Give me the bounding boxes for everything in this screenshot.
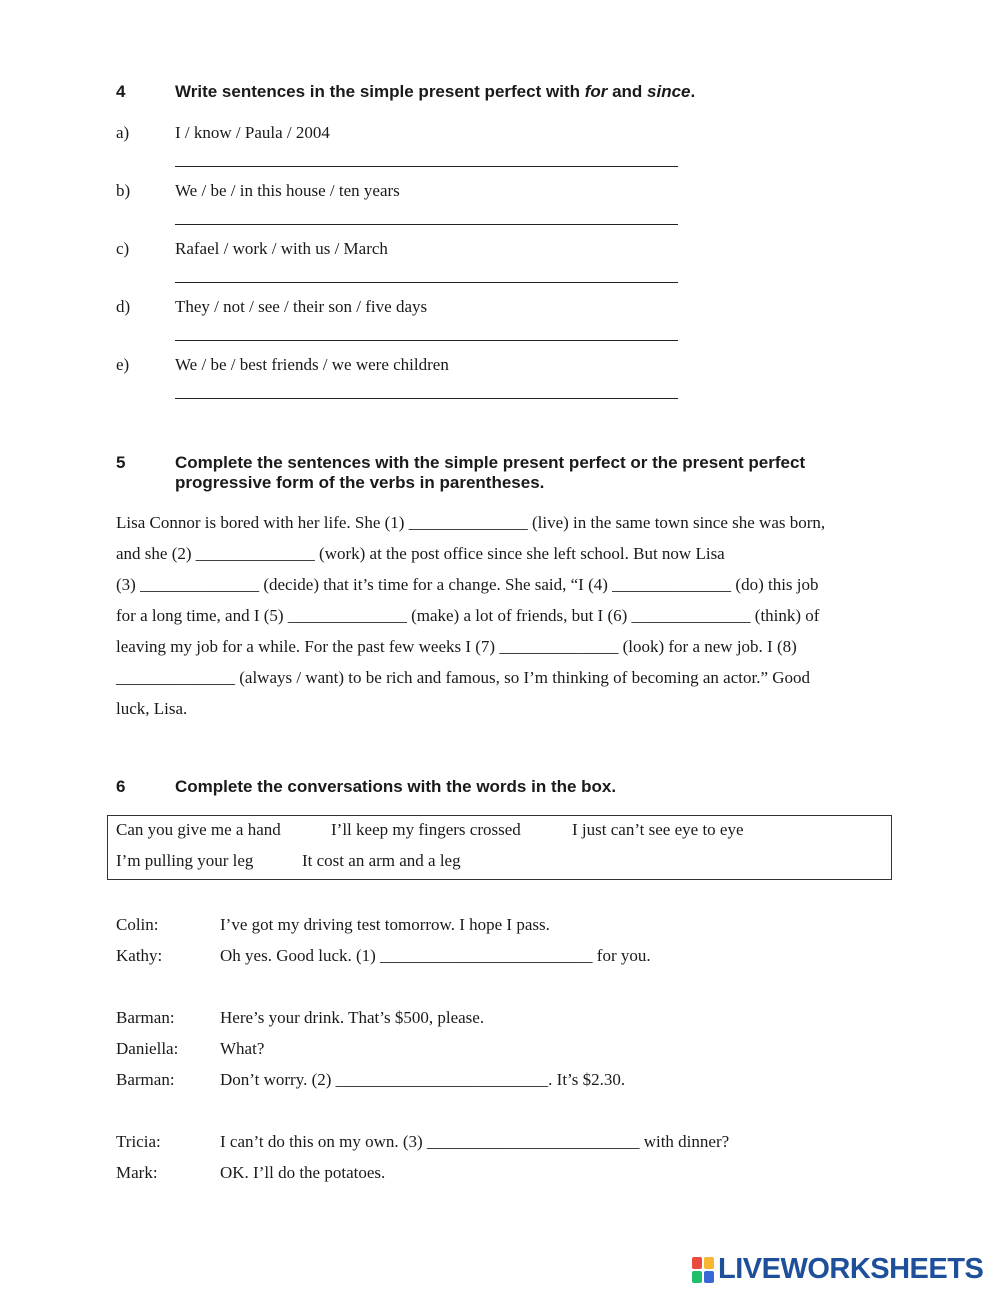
section-6-heading xyxy=(0,777,1000,799)
speaker-name: Daniella: xyxy=(116,1039,179,1058)
box-phrase: I’ll keep my fingers crossed xyxy=(331,820,521,839)
box-phrase: I just can’t see eye to eye xyxy=(572,820,744,839)
section-4-number: 4 xyxy=(116,82,126,101)
item-prompt: Rafael / work / with us / March xyxy=(175,239,388,258)
answer-line[interactable] xyxy=(175,282,678,283)
word-box xyxy=(107,815,892,880)
speaker-name: Tricia: xyxy=(116,1132,161,1151)
item-prompt: I / know / Paula / 2004 xyxy=(175,123,330,142)
dialogue-line: Here’s your drink. That’s $500, please. xyxy=(220,1008,485,1027)
dialogue-line: I’ve got my driving test tomorrow. I hope I pass. xyxy=(220,915,550,934)
answer-line[interactable] xyxy=(175,340,678,341)
section-4-title: Write sentences in the simple present perfect with for and since. xyxy=(175,82,696,101)
item-letter: e) xyxy=(116,355,130,374)
dialogue-line: I can’t do this on my own. (3) _________________________ with dinner? xyxy=(220,1132,730,1151)
logo-text: LIVEWORKSHEETS xyxy=(718,1253,984,1285)
paragraph-line: and she (2) ______________ (work) at the post office since she left school. But now Lisa xyxy=(116,544,725,563)
speaker-name: Barman: xyxy=(116,1008,175,1027)
logo-square xyxy=(704,1271,714,1283)
answer-line[interactable] xyxy=(175,224,678,225)
paragraph-line: leaving my job for a while. For the past few weeks I (7) ______________ (look) for a new job. I (8) xyxy=(116,637,797,656)
speaker-name: Kathy: xyxy=(116,946,163,965)
logo-square xyxy=(692,1257,702,1269)
paragraph-line: luck, Lisa. xyxy=(116,699,188,718)
dialogue-line: Oh yes. Good luck. (1) _________________________ for you. xyxy=(220,946,651,965)
speaker-name: Colin: xyxy=(116,915,159,934)
speaker-name: Mark: xyxy=(116,1163,158,1182)
section-4-heading xyxy=(0,82,1000,104)
box-phrase: Can you give me a hand xyxy=(116,820,281,839)
item-letter: b) xyxy=(116,181,131,200)
section-6-number: 6 xyxy=(116,777,126,796)
section-5-paragraph xyxy=(116,507,886,724)
section-6-title: Complete the conversations with the words in the box. xyxy=(175,777,617,796)
answer-line[interactable] xyxy=(175,398,678,399)
answer-line[interactable] xyxy=(175,166,678,167)
section-5-number: 5 xyxy=(116,453,126,472)
speaker-name: Barman: xyxy=(116,1070,175,1089)
dialogue-line: Don’t worry. (2) _________________________. It’s $2.30. xyxy=(220,1070,626,1089)
dialogue-line: OK. I’ll do the potatoes. xyxy=(220,1163,386,1182)
logo-square xyxy=(692,1271,702,1283)
box-phrase: I’m pulling your leg xyxy=(116,851,254,870)
item-letter: a) xyxy=(116,123,130,142)
liveworksheets-logo xyxy=(692,1253,983,1286)
section-5-heading xyxy=(0,453,1000,497)
dialogue-line: What? xyxy=(220,1039,265,1058)
box-phrase: It cost an arm and a leg xyxy=(302,851,461,870)
section-5-title: Complete the sentences with the simple present perfect or the present perfect progressive form of the verbs in parentheses. xyxy=(175,453,806,492)
item-prompt: They / not / see / their son / five days xyxy=(175,297,428,316)
item-letter: c) xyxy=(116,239,130,258)
item-letter: d) xyxy=(116,297,131,316)
paragraph-line: ______________ (always / want) to be rich and famous, so I’m thinking of becoming an actor.” Good xyxy=(116,668,811,687)
paragraph-line: Lisa Connor is bored with her life. She (1) ______________ (live) in the same town since she was born, xyxy=(116,513,826,532)
paragraph-line: for a long time, and I (5) ______________ (make) a lot of friends, but I (6) ______________ (think) of xyxy=(116,606,820,625)
item-prompt: We / be / in this house / ten years xyxy=(175,181,400,200)
item-prompt: We / be / best friends / we were children xyxy=(175,355,449,374)
logo-square xyxy=(704,1257,714,1269)
paragraph-line: (3) ______________ (decide) that it’s time for a change. She said, “I (4) ______________ (do) this job xyxy=(116,575,819,594)
logo-mark-icon xyxy=(692,1257,714,1283)
